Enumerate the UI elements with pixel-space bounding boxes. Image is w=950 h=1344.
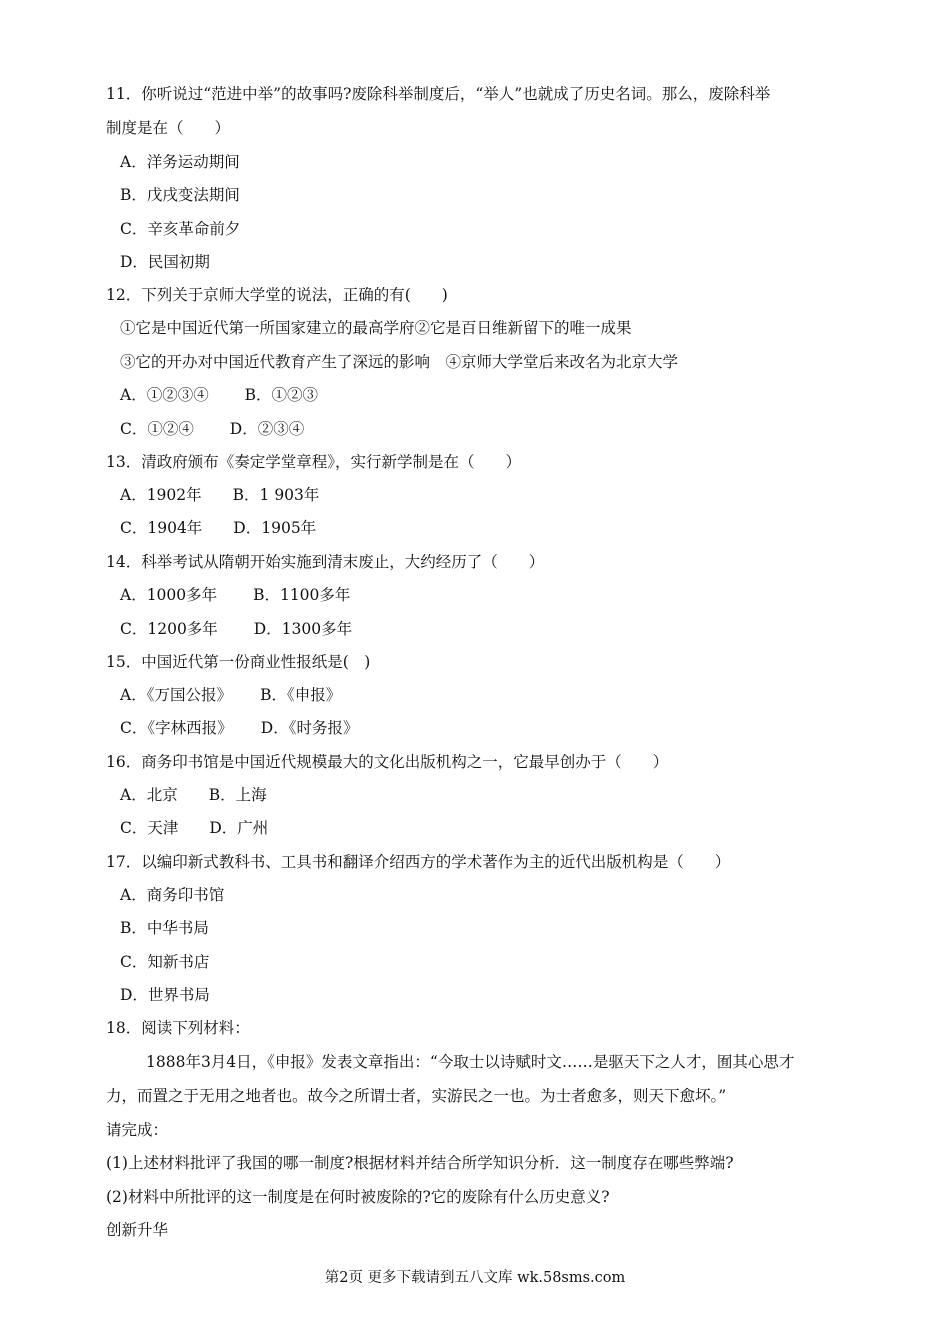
question-15-stem: 15．中国近代第一份商业性报纸是( ) xyxy=(106,653,371,671)
question-17-option-c: C．知新书店 xyxy=(120,953,210,971)
question-15-options-row1: A．《万国公报》 B．《申报》 xyxy=(120,686,342,704)
question-16-options-row1: A．北京 B．上海 xyxy=(120,786,267,804)
question-12-statement-2: ③它的开办对中国近代教育产生了深远的影响 ④京师大学堂后来改名为北京大学 xyxy=(120,353,679,371)
question-11-option-a: A．洋务运动期间 xyxy=(120,153,240,171)
question-13-stem: 13．清政府颁布《奏定学堂章程》，实行新学制是在（ ） xyxy=(106,453,521,471)
section-title: 创新升华 xyxy=(106,1221,169,1239)
question-13-options-row1: A．1902年 B．1 903年 xyxy=(120,486,320,504)
question-17-option-d: D．世界书局 xyxy=(120,986,210,1004)
question-16-options-row2: C．天津 D．广州 xyxy=(120,819,269,837)
question-18-part-2: (2)材料中所批评的这一制度是在何时被废除的?它的废除有什么历史意义? xyxy=(106,1188,610,1206)
question-17-stem: 17．以编印新式教科书、工具书和翻译介绍西方的学术著作为主的近代出版机构是（ ） xyxy=(106,853,731,871)
question-11-option-b: B．戊戌变法期间 xyxy=(120,186,240,204)
question-16-stem: 16．商务印书馆是中国近代规模最大的文化出版机构之一，它最早创办于（ ） xyxy=(106,753,669,771)
question-18-part-1: (1)上述材料批评了我国的哪一制度?根据材料并结合所学知识分析．这一制度存在哪些弊端? xyxy=(106,1154,734,1172)
question-15-options-row2: C．《字林西报》 D．《时务报》 xyxy=(120,719,359,737)
question-12-options-row2: C．①②④ D．②③④ xyxy=(120,420,305,438)
question-12-statement-1: ①它是中国近代第一所国家建立的最高学府②它是百日维新留下的唯一成果 xyxy=(120,319,632,337)
question-11-stem-line2: 制度是在（ ） xyxy=(106,119,231,137)
question-18-complete-label: 请完成： xyxy=(106,1121,169,1139)
question-11-option-d: D．民国初期 xyxy=(120,253,210,271)
question-17-option-a: A．商务印书馆 xyxy=(120,886,225,904)
page-footer: 第2页 更多下载请到五八文库 wk.58sms.com xyxy=(324,1270,626,1286)
question-12-options-row1: A．①②③④ B．①②③ xyxy=(120,386,319,404)
question-17-option-b: B．中华书局 xyxy=(120,919,209,937)
question-11-stem-line1: 11．你听说过“范进中举”的故事吗?废除科举制度后，“举人”也就成了历史名词。那么，废除科举 xyxy=(106,85,771,103)
question-18-material-line1: 1888年3月4日，《申报》发表文章指出：“今取士以诗赋时文……是驱天下之人才，囿其心思才 xyxy=(146,1053,795,1071)
question-12-stem: 12．下列关于京师大学堂的说法，正确的有( ) xyxy=(106,286,448,304)
question-18-stem: 18．阅读下列材料： xyxy=(106,1019,250,1037)
question-13-options-row2: C．1904年 D．1905年 xyxy=(120,519,317,537)
question-14-stem: 14．科举考试从隋朝开始实施到清末废止，大约经历了（ ） xyxy=(106,553,545,571)
question-18-material-line2: 力，而置之于无用之地者也。故今之所谓士者，实游民之一也。为士者愈多，则天下愈坏。” xyxy=(106,1087,727,1105)
question-14-options-row1: A．1000多年 B．1100多年 xyxy=(120,586,351,604)
question-14-options-row2: C．1200多年 D．1300多年 xyxy=(120,620,353,638)
question-11-option-c: C．辛亥革命前夕 xyxy=(120,220,241,238)
